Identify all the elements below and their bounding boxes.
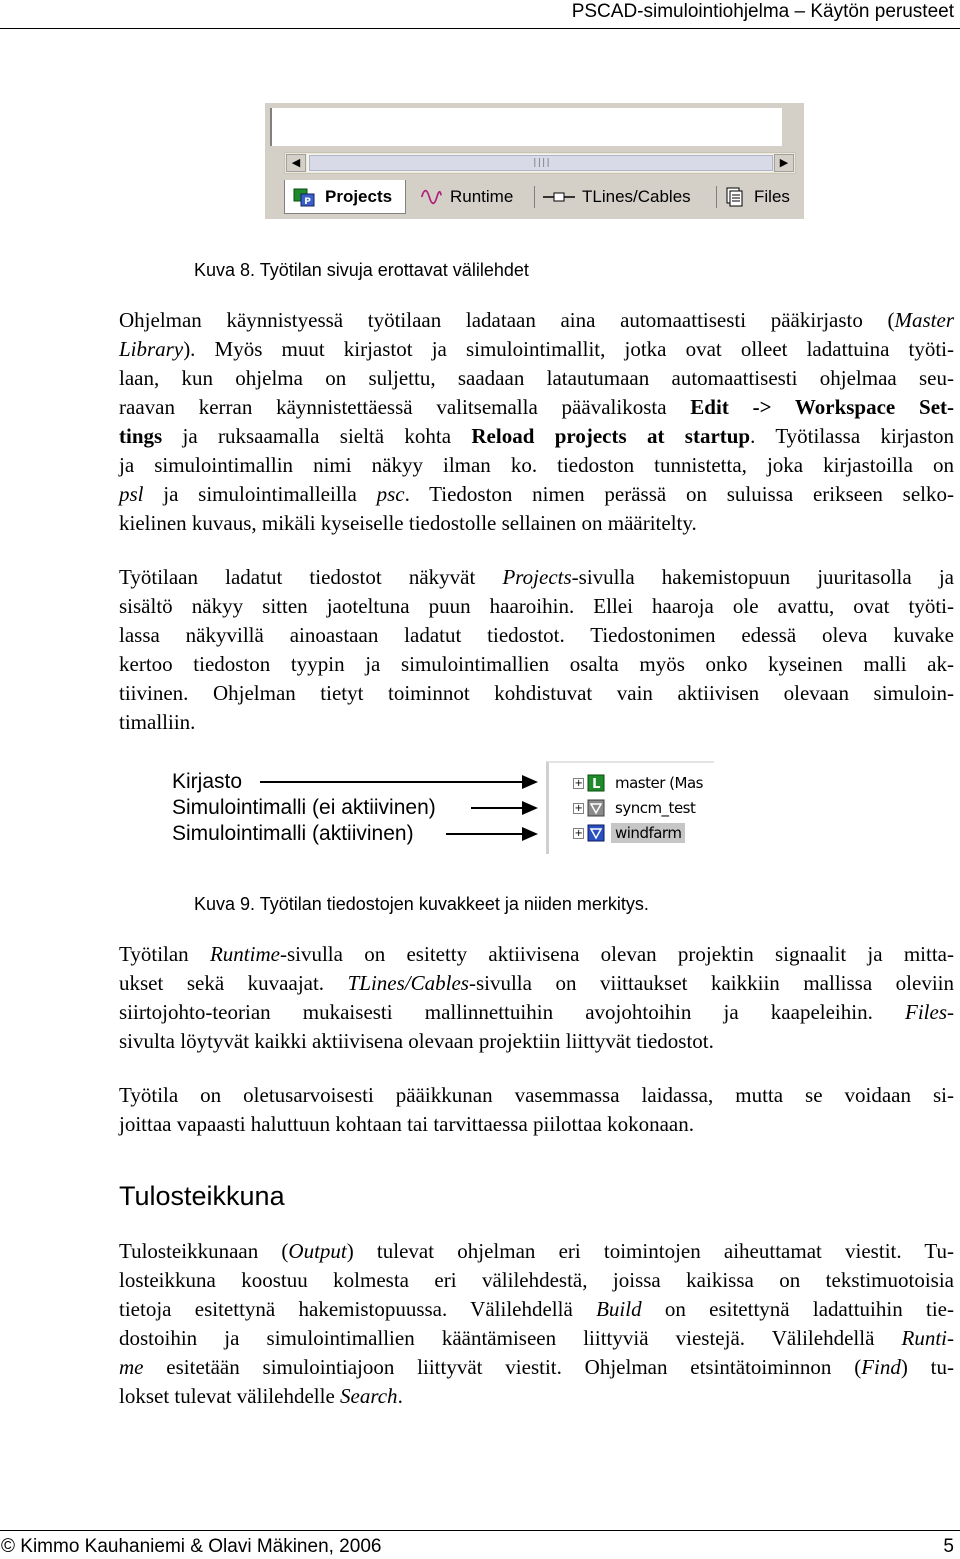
text-line: Tulosteikkunaan (Output) tulevat ohjelman eri toimintojen aiheuttamat viestit. Tu- (119, 1239, 954, 1263)
runtime-wave-icon (420, 187, 442, 207)
text-line: tietoja esitettynä hakemistopuussa. Välilehdellä Build on esitettynä ladattuihin tie- (119, 1297, 954, 1321)
tab-separator (716, 186, 717, 208)
paragraph-projects-page (119, 563, 954, 737)
text-line: tiivinen. Ohjelman tietyt toiminnot kohdistuvat vain aktiivisen olevaan simuloin- (119, 681, 954, 705)
paragraph-workspace-position (119, 1081, 954, 1139)
footer-copyright: © Kimmo Kauhaniemi & Olavi Mäkinen, 2006 (1, 1536, 382, 1557)
tree-item-master[interactable] (549, 771, 714, 795)
text-line: losteikkuna koostuu kolmesta eri välilehdestä, joissa kaikissa on tekstimuotoisia (119, 1268, 954, 1292)
workspace-tree-area (270, 108, 782, 146)
tab-label: Runtime (450, 187, 514, 206)
inactive-case-icon (587, 799, 605, 817)
text-line: Ohjelman käynnistyessä työtilaan ladataan aina automaattisesti pääkirjasto (Master (119, 308, 954, 332)
tab-files[interactable] (724, 182, 790, 212)
arrow-library (260, 781, 536, 783)
svg-text:P: P (304, 196, 311, 207)
text-line: lokset tulevat välilehdelle Search. (119, 1384, 403, 1408)
figure-9-caption: Kuva 9. Työtilan tiedostojen kuvakkeet ja niiden merkitys. (194, 894, 649, 914)
legend-inactive-case: Simulointimalli (ei aktiivinen) (172, 796, 436, 819)
tab-tlines-cables[interactable] (542, 182, 691, 212)
tab-label: TLines/Cables (582, 187, 691, 206)
running-header: PSCAD-simulointiohjelma – Käytön perusteet (571, 1, 954, 22)
paragraph-runtime-tlines-files (119, 940, 954, 1056)
text-line: joittaa vapaasti haluttuun kohtaan tai tarvittaessa piilottaa kokonaan. (119, 1112, 694, 1136)
paragraph-output-window (119, 1237, 954, 1411)
svg-text:L: L (592, 777, 600, 792)
text-line: ja simulointimallin nimi näkyy ilman ko. tiedoston tunnistetta, joka kirjastoilla on (119, 453, 954, 477)
tab-separator (534, 186, 535, 208)
text-line: dostoihin ja simulointimallien kääntämiseen liittyviä viestejä. Välilehdellä Runti- (119, 1326, 954, 1350)
text-line: sisältö näkyy sitten jaoteltuna puun haaroihin. Ellei haaroja ole avattu, ovat työti- (119, 594, 954, 618)
tab-runtime[interactable] (420, 182, 513, 212)
active-case-icon (587, 824, 605, 842)
legend-active-case: Simulointimalli (aktiivinen) (172, 822, 414, 845)
text-line: Library). Myös muut kirjastot ja simulointimallit, jotka ovat olleet ladattuina työti- (119, 337, 954, 361)
tab-label: Files (754, 187, 790, 206)
header-rule (0, 28, 960, 29)
files-icon (724, 187, 746, 207)
arrow-active-case (446, 833, 536, 835)
section-heading: Tulosteikkuna (119, 1181, 285, 1211)
tab-projects[interactable] (284, 180, 406, 214)
projects-icon (293, 187, 315, 207)
tree-item-syncm-test[interactable] (549, 796, 714, 820)
figure-8-screenshot (265, 103, 804, 219)
text-line: kertoo tiedoston tyypin ja simulointimallien osalta myös onko kyseinen malli ak- (119, 652, 954, 676)
text-line: Työtilan Runtime-sivulla on esitetty aktiivisena olevan projektin signaalit ja mitta- (119, 942, 955, 966)
text-line: ukset sekä kuvaajat. TLines/Cables-sivulla on viittaukset kaikkiin mallissa oleviin (119, 971, 954, 995)
tree-label: master (Mas (615, 774, 703, 792)
library-icon (587, 774, 605, 792)
legend-library: Kirjasto (172, 770, 243, 793)
arrow-inactive-case (471, 807, 536, 809)
expand-icon[interactable]: + (574, 802, 583, 814)
tree-label: syncm_test (615, 799, 696, 817)
scroll-right-button[interactable]: ▶ (774, 154, 794, 172)
workspace-tabs (284, 180, 796, 216)
tlines-cables-icon (542, 187, 576, 207)
text-line: lassa näkyvillä ainoastaan ladatut tiedostot. Tiedostonimen edessä oleva kuvake (119, 623, 954, 647)
text-line: kielinen kuvaus, mikäli kyseiselle tiedostolle sellainen on määritelty. (119, 511, 697, 535)
text-line: me esitetään simulointiajoon liittyvät viestit. Ohjelman etsintätoiminnon (Find) tu- (119, 1355, 954, 1379)
scrollbar-track[interactable] (307, 154, 773, 172)
footer-rule (0, 1530, 960, 1531)
paragraph-workspace-loading (119, 306, 954, 538)
tree-label: windfarm (611, 823, 685, 843)
scrollbar-thumb[interactable]: |||| (309, 155, 773, 171)
horizontal-scrollbar[interactable] (284, 152, 796, 174)
text-line: psl ja simulointimalleilla psc. Tiedoston nimen perässä on suluissa erikseen selko- (119, 482, 954, 506)
figure-8-caption: Kuva 8. Työtilan sivuja erottavat välilehdet (194, 260, 529, 280)
figure-9-tree-screenshot (546, 761, 714, 854)
text-line: siirtojohto-teorian mukaisesti mallinnettuihin avojohtoihin ja kaapeleihin. Files- (119, 1000, 954, 1024)
text-line: Työtila on oletusarvoisesti pääikkunan vasemmassa laidassa, mutta se voidaan si- (119, 1083, 954, 1107)
workspace-pane (270, 108, 796, 241)
scroll-left-button[interactable]: ◀ (286, 154, 306, 172)
page-number: 5 (943, 1536, 954, 1557)
tree-item-windfarm[interactable] (549, 821, 714, 845)
text-line: tings ja ruksaamalla sieltä kohta Reload projects at startup. Työtilassa kirjaston (119, 424, 954, 448)
text-line: sivulta löytyvät kaikki aktiivisena olevaan projektiin liittyvät tiedostot. (119, 1029, 714, 1053)
text-line: laan, kun ohjelma on suljettu, saadaan latautumaan automaattisesti ohjelmaa seu- (119, 366, 954, 390)
expand-icon[interactable]: + (574, 777, 583, 789)
text-line: Työtilaan ladatut tiedostot näkyvät Projects-sivulla hakemistopuun juuritasolla ja (119, 565, 954, 589)
text-line: timalliin. (119, 710, 196, 734)
text-line: raavan kerran käynnistettäessä valitsemalla päävalikosta Edit -> Workspace Set- (119, 395, 955, 419)
expand-icon[interactable]: + (574, 827, 583, 839)
tab-label: Projects (325, 186, 393, 206)
